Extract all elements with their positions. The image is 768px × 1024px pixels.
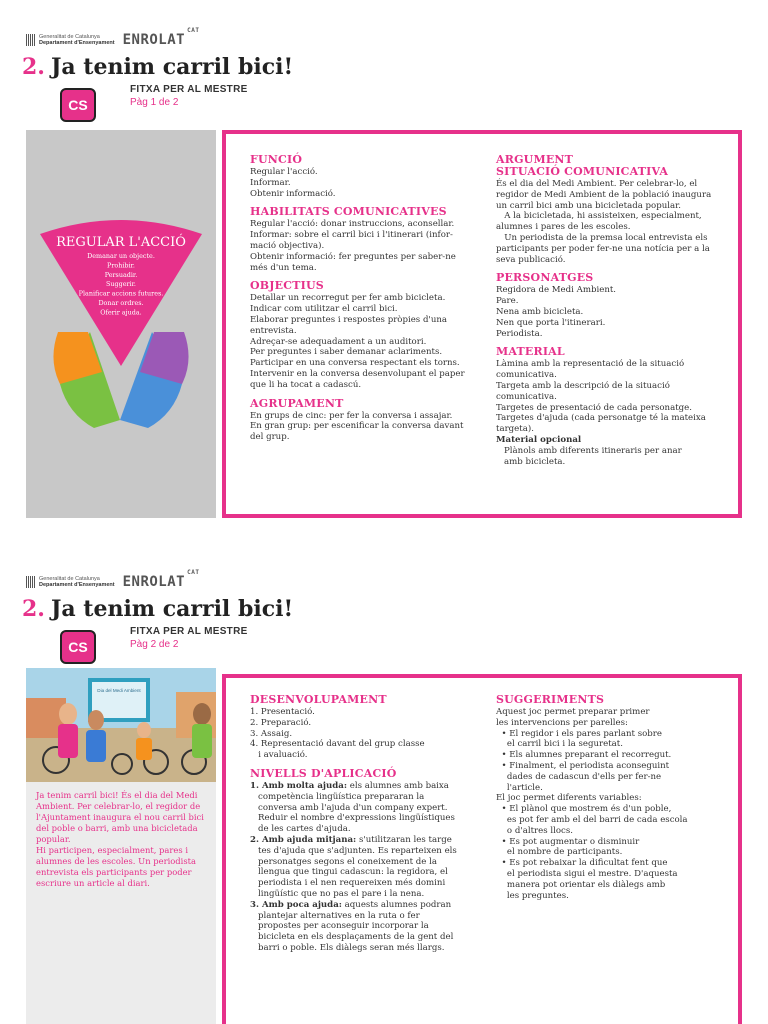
text-line: periodista i el nen requereixen més domini (258, 878, 446, 889)
text-line: targeta). (496, 424, 534, 435)
text-line: entrevista. (250, 325, 297, 336)
page-title-2: 2. Ja tenim carril bici! (22, 596, 294, 622)
text-line: Aquest joc permet preparar primer (496, 707, 650, 717)
generalitat-logo (26, 34, 115, 46)
text-line: alumnes i pares de les escoles. (496, 222, 631, 233)
habilitats-text (250, 219, 482, 273)
text-line: En grups de cinc: per fer la conversa i assajar. (250, 410, 453, 421)
text-line: En gran grup: per escenificar la conversa davant (250, 421, 464, 432)
nivell-item: 1. Amb molta ajuda: els alumnes amb baixa (250, 780, 449, 791)
suggeriments-heading: SUGGERIMENTS (496, 693, 605, 706)
text-line: Làmina amb la representació de la situació (496, 359, 685, 370)
enrolat-logo: $ENROLAT^{CAT}$ (122, 569, 200, 590)
personatges-heading: PERSONATGES (496, 271, 594, 285)
text-line: amb bicicleta. (504, 456, 566, 467)
left-column (250, 154, 482, 443)
teacher-sheet-page-2 (0, 568, 768, 1024)
fan-item: Persuadir. (104, 270, 138, 279)
content-box-2 (222, 674, 742, 1024)
content-box (222, 130, 742, 518)
text-line: Informar. (250, 177, 291, 188)
agrupament-text (250, 411, 482, 443)
sheet-label (130, 84, 248, 108)
text-line: Intervenir en la conversa desenvolupant el paper (250, 368, 465, 379)
text-line: A la bicicletada, hi assisteixen, especialment, (496, 211, 702, 222)
text-line: lingüístic que no pas el pare i la nena. (258, 888, 425, 899)
nivell-item: 2. Amb ajuda mitjana: s'utilitzaran les targe (250, 834, 452, 845)
bike-ride-illustration (26, 668, 216, 782)
text-line: dades de cadascun d'ells per fer-ne (496, 771, 662, 782)
text-line: Regular l'acció. (250, 167, 318, 177)
text-line: • Els alumnes preparant el recorregut. (496, 750, 672, 761)
desenvolupament-heading: DESENVOLUPAMENT (250, 693, 387, 706)
text-line: El joc permet diferents variables: (496, 793, 642, 804)
generalitat-icon (26, 34, 35, 46)
text-line: 3. Assaig. (250, 728, 293, 739)
fan-item: Donar ordres. (98, 299, 144, 307)
desenvolupament-text (250, 707, 482, 761)
right-column (496, 154, 728, 467)
title-number: 2. (22, 54, 45, 80)
text-line: Regular l'acció: donar instruccions, aconsellar. (250, 219, 455, 230)
text-line: el nombre de participants. (496, 847, 623, 858)
agrupament-heading: AGRUPAMENT (250, 396, 344, 410)
left-column-2 (250, 694, 482, 954)
text-line: comunicativa. (496, 391, 557, 402)
text-line: es pot fer amb el del barri de cada escola (496, 814, 688, 825)
text-line: Targeta amb la descripció de la situació (496, 380, 670, 391)
text-line: seva publicació. (496, 254, 566, 265)
text-line: Targetes d'ajuda (cada personatge té la mateixa (496, 413, 706, 424)
text-line: Adreçar-se adequadament a un auditori. (250, 336, 427, 347)
nivell-item: 3. Amb poca ajuda: aquests alumnes podran (250, 899, 452, 910)
funcio-heading: FUNCIÓ (250, 153, 303, 166)
text-line: llengua que tingui cadascun: la regidora, el (258, 867, 448, 878)
page-number-2: Pàg 2 de 2 (130, 639, 179, 650)
text-line: Plànols amb diferents itineraris per anar (504, 445, 682, 456)
text-line: 4. Representació davant del grup classe (250, 739, 425, 750)
title-text: Ja tenim carril bici! (50, 54, 294, 80)
text-line: que li ha tocat a cadascú. (250, 379, 362, 390)
function-panel (26, 130, 216, 518)
text-line: Nena amb bicicleta. (496, 306, 584, 317)
text-line: Periodista. (496, 328, 543, 339)
text-line: Participar en una conversa respectant els torns. (250, 358, 460, 369)
nivells-heading: NIVELLS D'APLICACIÓ (250, 766, 397, 780)
text-line: bicicleta en els desplaçaments de la gent del (258, 932, 454, 943)
page-title (22, 54, 293, 80)
text-line: i avaluació. (250, 750, 308, 761)
illustration-sign-text: Dia del Medi Ambient (97, 688, 141, 693)
sheet-label-2: FITXA PER AL MESTRE Pàg 2 de 2 (130, 626, 248, 650)
argument-heading: ARGUMENT (496, 153, 574, 166)
fan-title: REGULAR L'ACCIÓ (56, 235, 186, 250)
personatges-text (496, 285, 728, 339)
text-line: Pare. (496, 296, 519, 307)
text-line: les preguntes. (496, 890, 569, 901)
habilitats-heading: HABILITATS COMUNICATIVES (250, 205, 447, 219)
enrolat-logo: $ENROLAT^{CAT}$ (122, 27, 200, 48)
text-line: el carril bici i la seguretat. (496, 739, 623, 750)
text-line: el periodista sigui el mestre. D'aquesta (496, 868, 678, 879)
text-line: Obtenir informació. (250, 188, 336, 199)
fitxa-title: FITXA PER AL MESTRE (130, 84, 248, 95)
text-line: comunicativa. (496, 370, 557, 381)
argument-text (496, 179, 728, 265)
fan-item: Suggerir. (106, 280, 136, 289)
generalitat-icon (26, 576, 35, 588)
nivells-list (250, 781, 482, 954)
suggeriments-text (496, 707, 728, 901)
header-2 (26, 569, 200, 592)
text-line: Regidora de Medi Ambient. (496, 285, 617, 296)
text-line: plantejar alternatives en la ruta o fer (258, 910, 420, 921)
text-line: personatges segons el coneixement de la (258, 856, 437, 867)
text-line: l'article. (496, 782, 543, 793)
text-line: • Finalment, el periodista aconseguint (496, 760, 670, 771)
text-line: del grup. (250, 432, 290, 443)
text-line: • El plànol que mostrem és d'un poble, (496, 804, 672, 815)
text-line: Nen que porta l'itinerari. (496, 317, 606, 328)
text-line: manera pot orientar els diàlegs amb (496, 879, 666, 890)
text-line: Un periodista de la premsa local entrevista els (496, 232, 708, 243)
gen-line1: Generalitat de Catalunya (39, 34, 100, 40)
material-optional-label: Material opcional (496, 434, 582, 445)
text-line: tes d'ajuda que s'adjunten. Es reparteixen els (258, 845, 457, 856)
text-line: propostes per aconseguir incorporar la (258, 921, 429, 932)
text-line: 1. Presentació. (250, 707, 315, 717)
text-line: Reduir el nombre d'expressions lingüístiques (258, 813, 455, 824)
text-line: • Es pot augmentar o disminuir (496, 836, 640, 847)
text-line: • El regidor i els pares parlant sobre (496, 728, 662, 739)
page-number: Pàg 1 de 2 (130, 97, 179, 108)
text-line: les intervencions per parelles: (496, 717, 628, 728)
text-line: o d'altres llocs. (496, 825, 573, 836)
text-line: Indicar com utilitzar el carril bici. (250, 304, 398, 315)
objectius-text (250, 293, 482, 390)
text-line: Per preguntes i saber demanar aclariments. (250, 347, 443, 358)
text-line: competència lingüística prepararan la (258, 791, 425, 802)
text-line: conversa amb l'ajuda d'un company expert. (258, 802, 448, 813)
text-line: més d'un tema. (250, 262, 317, 273)
intro-text: Ja tenim carril bici! És el dia del Medi Ambient. Per celebrar-lo, el regidor de l'Ajuntament inaugura el nou carril bici del poble o barri, amb una bicicletada popular. Hi participen, especialment, pares i alumnes de les escoles. Un periodista entrevista els participants per poder escriure un article al diari. (36, 790, 204, 888)
situacio-heading: SITUACIÓ COMUNICATIVA (496, 165, 669, 178)
material-text (496, 359, 728, 435)
text-line: • Es pot rebaixar la dificultat fent que (496, 858, 668, 869)
text-line: Elaborar preguntes i respostes pròpies d'una (250, 314, 448, 325)
objectius-heading: OBJECTIUS (250, 279, 324, 293)
fan-item: Prohibir. (107, 261, 135, 270)
text-line: participants per poder fer-ne una notícia per a la (496, 243, 710, 254)
text-line: Obtenir informació: fer preguntes per saber-ne (250, 251, 456, 262)
text-line: barri o poble. Els diàlegs seran més llargs. (258, 942, 445, 953)
right-column-2 (496, 694, 728, 901)
text-line: 2. Preparació. (250, 717, 312, 728)
generalitat-logo: Generalitat de Catalunya Departament d'Ensenyament (26, 576, 115, 588)
cs-badge: CS (60, 88, 96, 122)
funcio-text (250, 167, 482, 199)
function-fan-diagram (30, 184, 212, 464)
text-line: un carril bici amb una bicicletada popular. (496, 200, 682, 211)
text-line: de les cartes d'ajuda. (258, 824, 351, 835)
text-line: Informar: sobre el carril bici i l'itinerari (infor- (250, 230, 453, 241)
fan-item: Demanar un objecte. (87, 252, 155, 260)
fan-item: Oferir ajuda. (100, 308, 142, 317)
text-line: Detallar un recorregut per fer amb bicicleta. (250, 293, 446, 304)
text-line: Targetes de presentació de cada personatge. (496, 402, 692, 413)
text-line: És el dia del Medi Ambient. Per celebrar-lo, el (496, 179, 698, 189)
text-line: mació objectiva). (250, 240, 325, 251)
material-optional-text (496, 446, 728, 468)
cs-badge: CS (60, 630, 96, 664)
text-line: regidor de Medi Ambient de la població inaugura (496, 189, 712, 200)
material-heading: MATERIAL (496, 345, 565, 359)
header (26, 27, 200, 50)
fan-item: Planificar accions futures. (78, 289, 164, 298)
gen-line2: Departament d'Ensenyament (39, 40, 115, 46)
